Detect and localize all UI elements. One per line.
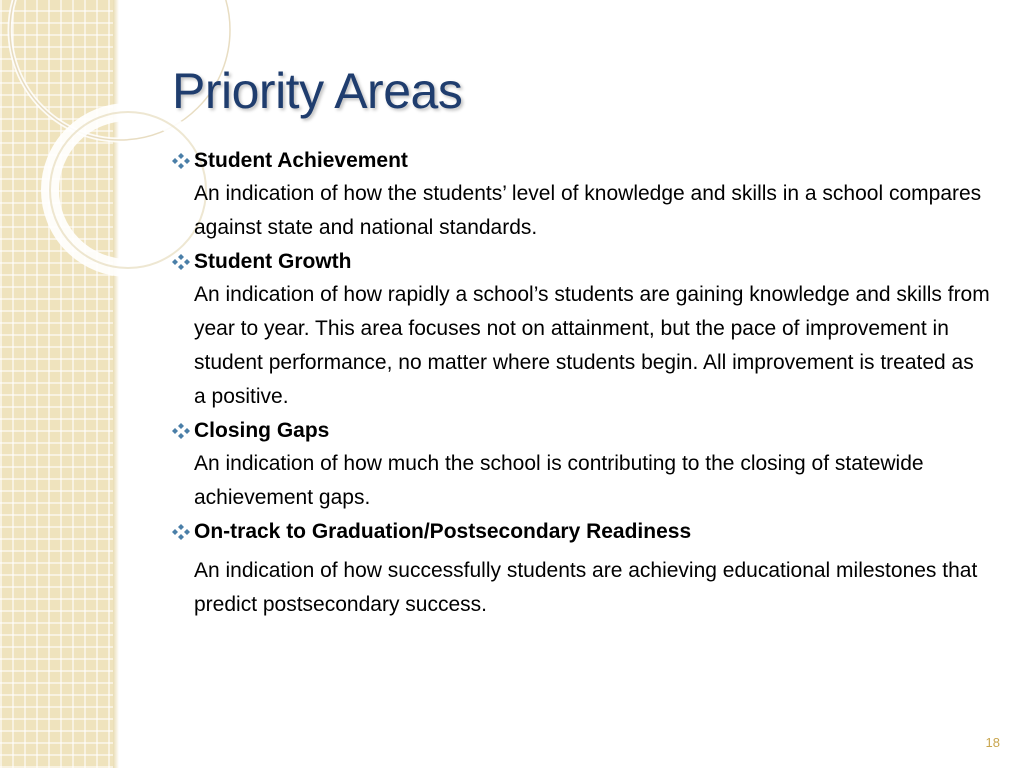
item-title-on-track-to-graduation: On-track to Graduation/Postsecondary Readiness — [194, 520, 692, 543]
priority-areas-list — [170, 144, 990, 622]
item-description: An indication of how much the school is contributing to the closing of statewide achievement gaps. — [194, 452, 924, 509]
list-item-header — [170, 414, 990, 447]
item-title-student-growth: Student Growth — [194, 250, 352, 273]
item-description: An indication of how the students’ level of knowledge and skills in a school compares against state and national standards. — [194, 182, 982, 239]
list-item-header — [170, 245, 990, 278]
item-title-student-achievement: Student Achievement — [194, 149, 408, 172]
slide-title: Priority Areas — [172, 63, 463, 119]
list-item-header — [170, 515, 990, 548]
four-diamond-bullet-icon — [170, 422, 192, 440]
list-item — [170, 144, 990, 245]
list-item-header — [170, 144, 990, 177]
item-title-closing-gaps: Closing Gaps — [194, 419, 330, 442]
list-item — [170, 414, 990, 515]
list-item — [170, 245, 990, 414]
four-diamond-bullet-icon — [170, 523, 192, 541]
four-diamond-bullet-icon — [170, 152, 192, 170]
item-description: An indication of how rapidly a school’s students are gaining knowledge and skills from year to year. This area focuses not on attainment, but the pace of improvement in student performance, no matter where students begin. All improvement is treated as a positive. — [194, 283, 990, 408]
page-number: 18 — [985, 735, 1000, 750]
list-item — [170, 515, 990, 622]
item-description: An indication of how successfully students are achieving educational milestones that predict postsecondary success. — [194, 559, 978, 616]
four-diamond-bullet-icon — [170, 253, 192, 271]
